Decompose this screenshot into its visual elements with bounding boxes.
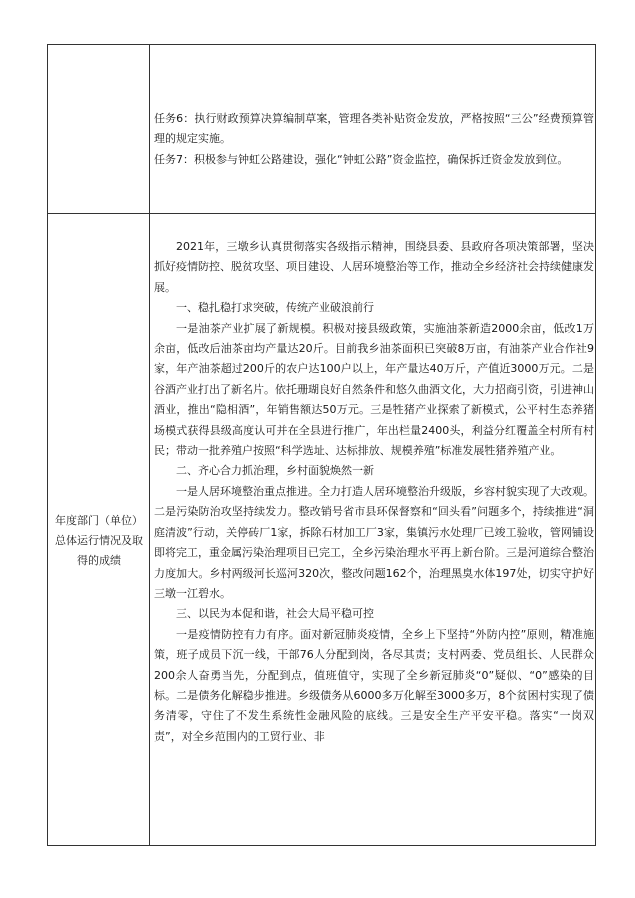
row-label: 年度部门（单位）总体运行情况及取得的成绩 xyxy=(55,514,143,567)
column-divider xyxy=(149,45,150,845)
section-heading-2: 二、齐心合力抓治理，乡村面貌焕然一新 xyxy=(176,464,374,478)
work-report-table xyxy=(47,44,596,846)
section-body-1: 一是油茶产业扩展了新规模。积极对接县级政策，实施油茶新造2000余亩，低改1万余亩，低改后油茶亩均产量达20斤。目前我乡油茶面积已突破8万亩，有油茶产业合作社9家，年产油茶超过200斤的农户达100户以上，年产量达40万斤，产值近3000万元。二是谷酒产业打出了新名片。依托珊瑚良好自然条件和悠久曲酒文化，大力招商引资，引进神山酒业，推出“隐相酒”，年销售额达50万元。三是牲猪产业探索了新模式，公平村生态养猪场模式获得县级高度认可并在全县进行推广，年出栏量2400头，利益分红覆盖全村所有村民；带动一批养殖户按照“科学选址、达标排放、规模养殖”标准发展牲猪养殖产业。 xyxy=(154,321,594,458)
tasks-cell xyxy=(154,109,594,170)
section-body-2: 一是人居环境整治重点推进。全力打造人居环境整治升级版，乡容村貌实现了大改观。二是污染防治攻坚持续发力。整改销号省市县环保督察和“回头看”问题多个，持续推进“洞庭清波”行动，关停砖厂1家，拆除石材加工厂3家，集镇污水处理厂已竣工验收，管网铺设即将完工，重金属污染治理项目已完工，全乡污染治理水平再上新台阶。三是河道综合整治力度加大。乡村两级河长巡河320次，整改问题162个，治理黑臭水体197处，切实守护好三墩一江碧水。 xyxy=(154,484,594,600)
summary-cell xyxy=(154,237,594,747)
section-body-3: 一是疫情防控有力有序。面对新冠肺炎疫情，全乡上下坚持“外防内控”原则，精准施策，班子成员下沉一线，干部76人分配到岗，各尽其责；支村两委、党员组长、人民群众200余人奋勇当先，分配到点，值班值守，实现了全乡新冠肺炎“0”疑似、“0”感染的目标。二是债务化解稳步推进。乡级债务从6000多万化解至3000多万，8个贫困村实现了债务清零，守住了不发生系统性金融风险的底线。三是安全生产平安平稳。落实“一岗双责”，对全乡范围内的工贸行业、非 xyxy=(154,627,594,743)
section-heading-3: 三、以民为本促和谐，社会大局平稳可控 xyxy=(176,607,374,621)
section-heading-1: 一、稳扎稳打求突破，传统产业破浪前行 xyxy=(176,301,374,315)
task-7-text: 任务7：积极参与钟虹公路建设，强化“钟虹公路”资金监控，确保拆迁资金发放到位。 xyxy=(154,152,569,166)
row-divider xyxy=(48,213,595,214)
task-6-text: 任务6：执行财政预算决算编制草案，管理各类补贴资金发放，严格按照“三公”经费预算管理的规定实施。 xyxy=(154,112,594,146)
intro-paragraph: 2021年，三墩乡认真贯彻落实各级指示精神，围绕县委、县政府各项决策部署，坚决抓好疫情防控、脱贫攻坚、项目建设、人居环境整治等工作，推动全乡经济社会持续健康发展。 xyxy=(154,240,594,294)
